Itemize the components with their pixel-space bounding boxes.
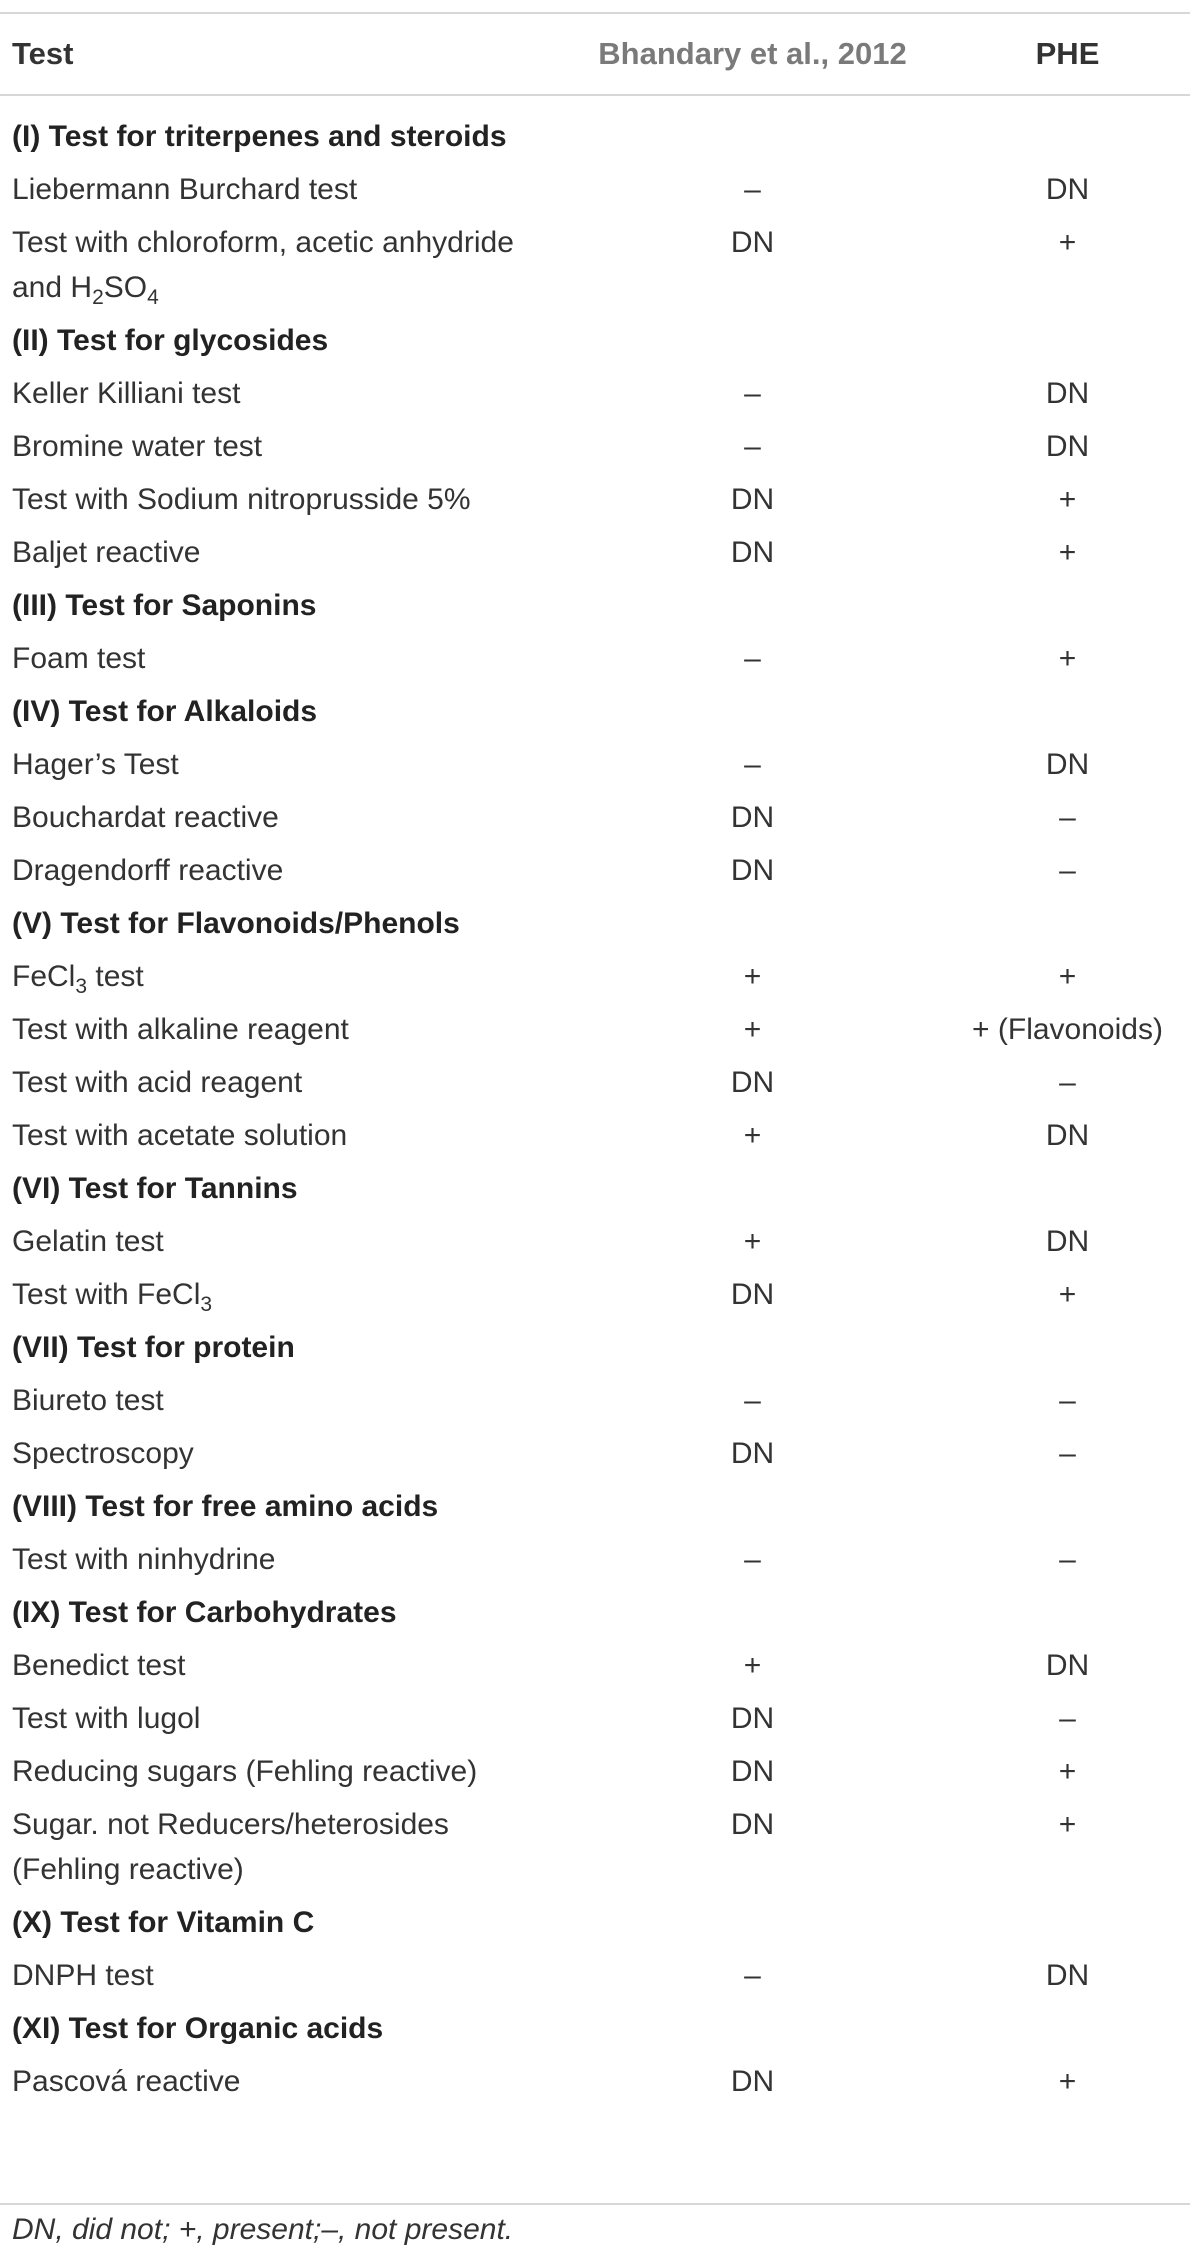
phe-result: –	[1059, 1437, 1076, 1470]
bhandary-result: +	[743, 1225, 762, 1258]
bhandary-result: +	[743, 960, 762, 993]
table-row	[0, 367, 1190, 420]
table-row	[0, 950, 1190, 1003]
test-name: Test with acid reagent	[12, 1066, 303, 1099]
test-name: Test with alkaline reagent	[12, 1013, 349, 1046]
test-name: Reducing sugars (Fehling reactive)	[12, 1755, 478, 1788]
bhandary-result: +	[743, 1013, 762, 1046]
bhandary-result: –	[744, 377, 761, 410]
bhandary-result: DN	[730, 226, 775, 259]
phe-result: +	[1058, 536, 1077, 569]
test-name: Test with lugol	[12, 1702, 201, 1735]
phe-result: DN	[1045, 748, 1090, 781]
table-row	[0, 1745, 1190, 1798]
section-label: (IX) Test for Carbohydrates	[12, 1596, 397, 1629]
section-label: (VIII) Test for free amino acids	[12, 1490, 439, 1523]
table-row	[0, 738, 1190, 791]
phe-result: –	[1059, 801, 1076, 834]
phe-result: + (Flavonoids)	[972, 1013, 1163, 1046]
test-name: Biureto test	[12, 1384, 164, 1417]
test-name: DNPH test	[12, 1959, 154, 1992]
table-row	[0, 1215, 1190, 1268]
bhandary-result: –	[744, 1543, 761, 1576]
bhandary-result: –	[744, 173, 761, 206]
section-label: (VI) Test for Tannins	[12, 1172, 298, 1205]
test-name: Test with Sodium nitroprusside 5%	[12, 483, 471, 516]
bhandary-result: DN	[730, 854, 775, 887]
phe-result: DN	[1045, 377, 1090, 410]
test-name: Liebermann Burchard test	[12, 173, 358, 206]
test-name: FeCl$_3$ test	[12, 960, 144, 998]
section-row	[0, 1586, 1190, 1639]
phe-result: DN	[1045, 430, 1090, 463]
test-name: Spectroscopy	[12, 1437, 194, 1470]
table-body	[0, 96, 1190, 2108]
table-row	[0, 473, 1190, 526]
section-row	[0, 314, 1190, 367]
test-name: Foam test	[12, 642, 146, 675]
section-label: (XI) Test for Organic acids	[12, 2012, 384, 2045]
test-name: Benedict test	[12, 1649, 186, 1682]
table-row	[0, 1268, 1190, 1321]
bhandary-result: –	[744, 748, 761, 781]
table-row	[0, 791, 1190, 844]
header-phe: PHE	[1035, 36, 1100, 71]
bhandary-result: –	[744, 1384, 761, 1417]
bhandary-result: DN	[730, 1278, 775, 1311]
bhandary-result: DN	[730, 801, 775, 834]
test-name: Sugar. not Reducers/heterosides (Fehling reactive)	[12, 1808, 449, 1886]
bhandary-result: DN	[730, 1437, 775, 1470]
test-name: Pascová reactive	[12, 2065, 241, 2098]
phe-result: –	[1059, 1702, 1076, 1735]
section-label: (IV) Test for Alkaloids	[12, 695, 318, 728]
test-name: Hager’s Test	[12, 748, 179, 781]
table-row	[0, 1692, 1190, 1745]
phe-result: +	[1058, 1278, 1077, 1311]
section-row	[0, 2002, 1190, 2055]
table-row	[0, 216, 1190, 314]
phe-result: DN	[1045, 1959, 1090, 1992]
phe-result: –	[1059, 1066, 1076, 1099]
header-bhandary: Bhandary et al., 2012	[598, 36, 907, 71]
phe-result: –	[1059, 854, 1076, 887]
section-row	[0, 1321, 1190, 1374]
phe-result: –	[1059, 1543, 1076, 1576]
section-label: (VII) Test for protein	[12, 1331, 295, 1364]
section-label: (III) Test for Saponins	[12, 589, 317, 622]
bhandary-result: DN	[730, 536, 775, 569]
phe-result: +	[1058, 226, 1077, 259]
table-row	[0, 1374, 1190, 1427]
bhandary-result: DN	[730, 2065, 775, 2098]
phe-result: –	[1059, 1384, 1076, 1417]
test-name: Test with ninhydrine	[12, 1543, 276, 1576]
phe-result: +	[1058, 1755, 1077, 1788]
bhandary-result: DN	[730, 1808, 775, 1841]
table-row	[0, 1798, 1190, 1896]
section-row	[0, 897, 1190, 950]
table-row	[0, 632, 1190, 685]
table-row	[0, 526, 1190, 579]
table-row	[0, 2055, 1190, 2108]
section-label: (II) Test for glycosides	[12, 324, 329, 357]
test-name: Bromine water test	[12, 430, 263, 463]
phe-result: DN	[1045, 1649, 1090, 1682]
table-row	[0, 420, 1190, 473]
section-label: (X) Test for Vitamin C	[12, 1906, 315, 1939]
phe-result: +	[1058, 1808, 1077, 1841]
results-table	[0, 12, 1190, 2108]
table-row	[0, 1056, 1190, 1109]
test-name: Test with chloroform, acetic anhydride and $H_2SO_4$	[12, 226, 514, 309]
section-label: (V) Test for Flavonoids/Phenols	[12, 907, 460, 940]
bhandary-result: DN	[730, 1066, 775, 1099]
section-row	[0, 579, 1190, 632]
table-header-row	[0, 14, 1190, 96]
phe-result: DN	[1045, 173, 1090, 206]
table-row	[0, 163, 1190, 216]
phe-result: +	[1058, 483, 1077, 516]
table-row	[0, 1639, 1190, 1692]
test-name: Baljet reactive	[12, 536, 201, 569]
phe-result: +	[1058, 642, 1077, 675]
section-row	[0, 1480, 1190, 1533]
bhandary-result: –	[744, 430, 761, 463]
table-row	[0, 1427, 1190, 1480]
section-label: (I) Test for triterpenes and steroids	[12, 120, 507, 153]
phe-result: DN	[1045, 1225, 1090, 1258]
bhandary-result: –	[744, 1959, 761, 1992]
section-row	[0, 685, 1190, 738]
phe-result: DN	[1045, 1119, 1090, 1152]
section-row	[0, 1162, 1190, 1215]
section-row	[0, 1896, 1190, 1949]
test-name: Keller Killiani test	[12, 377, 241, 410]
bhandary-result: DN	[730, 1702, 775, 1735]
bhandary-result: +	[743, 1649, 762, 1682]
table-row	[0, 1949, 1190, 2002]
header-test: Test	[12, 36, 74, 71]
test-name: Test with acetate solution	[12, 1119, 348, 1152]
test-name: Bouchardat reactive	[12, 801, 279, 834]
test-name: Dragendorff reactive	[12, 854, 284, 887]
table-row	[0, 844, 1190, 897]
table-row	[0, 1109, 1190, 1162]
table-row	[0, 1003, 1190, 1056]
phe-result: +	[1058, 960, 1077, 993]
test-name: Gelatin test	[12, 1225, 164, 1258]
bhandary-result: DN	[730, 1755, 775, 1788]
section-row	[0, 110, 1190, 163]
bhandary-result: –	[744, 642, 761, 675]
bhandary-result: +	[743, 1119, 762, 1152]
test-name: Test with FeCl$_3$	[12, 1278, 213, 1316]
table-footnote: DN, did not; +, present;–, not present.	[0, 2203, 1190, 2247]
bhandary-result: DN	[730, 483, 775, 516]
phe-result: +	[1058, 2065, 1077, 2098]
table-row	[0, 1533, 1190, 1586]
